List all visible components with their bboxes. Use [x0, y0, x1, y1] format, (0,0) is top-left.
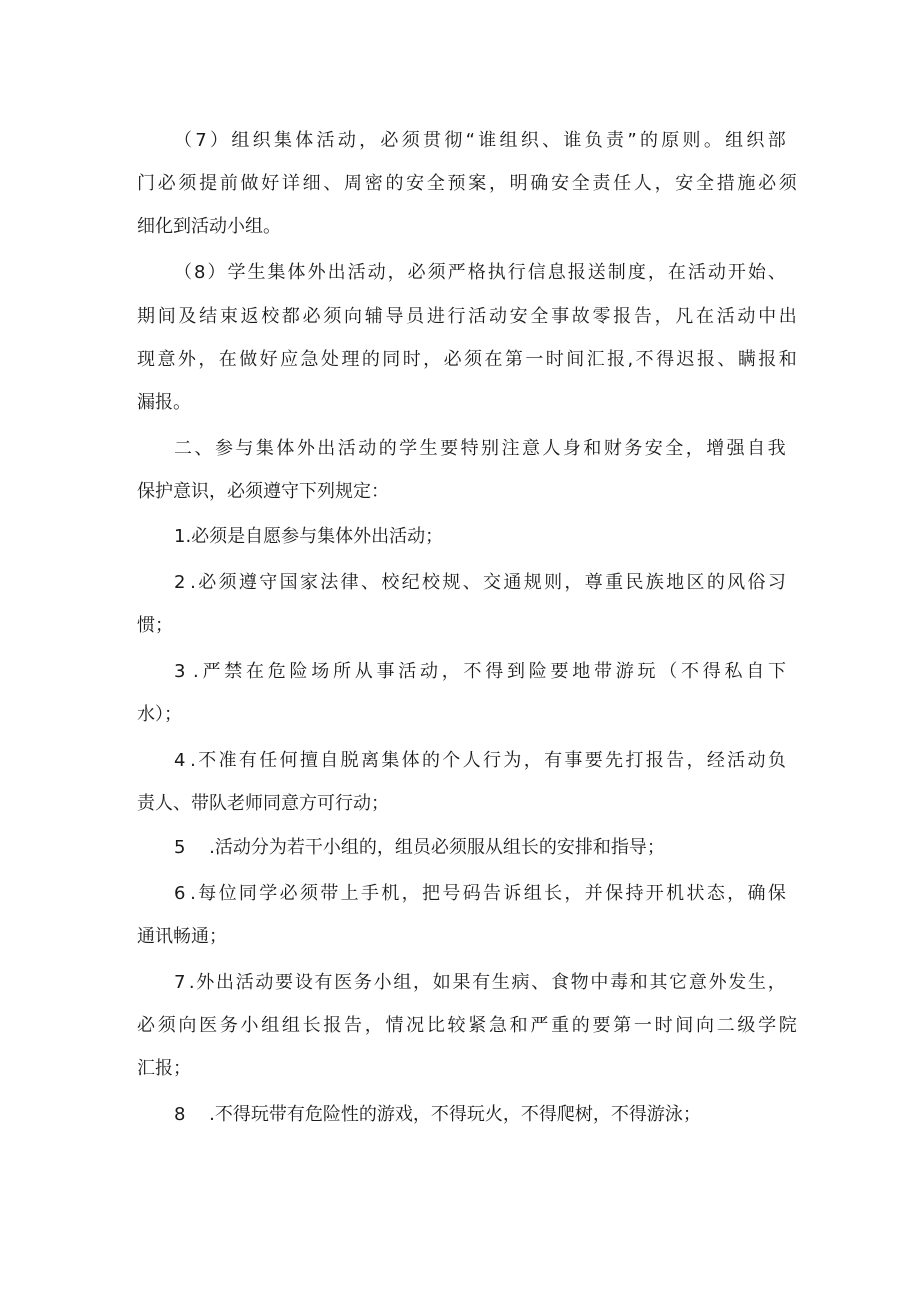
paragraph-7-line-3: 细化到活动小组。 [137, 216, 281, 237]
paragraph-8-line-1: （ 8 ） 学 生 集 体 外 出 活 动 ， 必 须 严 格 执 行 信 息 报 送 制 度 ， 在 活 动 开 始 、 [174, 262, 786, 283]
rule-item-2-line-1: 2 . 必 须 遵 守 国 家 法 律 、 校 纪 校 规 、 交 通 规 则 ， 尊 重 民 族 地 区 的 风 俗 习 [174, 572, 786, 593]
rule-item-6-line-1: 6 . 每 位 同 学 必 须 带 上 手 机 ， 把 号 码 告 诉 组 长 ， 并 保 持 开 机 状 态 ， 确 保 [174, 883, 786, 904]
rule-item-4-line-1: 4 . 不 准 有 任 何 擅 自 脱 离 集 体 的 个 人 行 为 ， 有 事 要 先 打 报 告 ， 经 活 动 负 [174, 750, 786, 771]
section-2-line-2: 保护意识，必须遵守下列规定： [137, 481, 389, 502]
rule-item-7-line-2: 必 须 向 医 务 小 组 组 长 报 告 ， 情 况 比 较 紧 急 和 严 重 的 要 第 一 时 间 向 二 级 学 院 [137, 1015, 797, 1036]
rule-item-4-line-2: 责人、带队老师同意方可行动； [137, 793, 389, 814]
paragraph-7-line-1: （ 7 ） 组 织 集 体 活 动 ， 必 须 贯 彻 “ 谁 组 织 、 谁 负 责 ” 的 原 则 。 组 织 部 [174, 130, 786, 151]
rule-item-7-line-3: 汇报； [137, 1058, 191, 1079]
rule-item-2-line-2: 惯； [137, 615, 173, 636]
paragraph-8-line-2: 期 间 及 结 束 返 校 都 必 须 向 辅 导 员 进 行 活 动 安 全 事 故 零 报 告 ， 凡 在 活 动 中 出 [137, 306, 797, 327]
paragraph-7-line-2: 门 必 须 提 前 做 好 详 细 、 周 密 的 安 全 预 案 ， 明 确 安 全 责 任 人 ， 安 全 措 施 必 须 [137, 173, 797, 194]
rule-item-5: 5 .活动分为若干小组的，组员必须服从组长的安排和指导； [174, 837, 665, 858]
rule-item-6-line-2: 通讯畅通； [137, 926, 227, 947]
rule-item-1: 1.必须是自愿参与集体外出活动； [174, 526, 444, 547]
rule-item-3-line-1: 3 . 严 禁 在 危 险 场 所 从 事 活 动 ， 不 得 到 险 要 地 带 游 玩 （ 不 得 私 自 下 [174, 661, 786, 682]
rule-item-3-line-2: 水）； [137, 704, 182, 725]
paragraph-8-line-3: 现 意 外 ， 在 做 好 应 急 处 理 的 同 时 ， 必 须 在 第 一 时 间 汇 报 , 不 得 迟 报 、 瞒 报 和 [137, 349, 797, 370]
rule-item-7-line-1: 7 . 外 出 活 动 要 设 有 医 务 小 组 ， 如 果 有 生 病 、 食 物 中 毒 和 其 它 意 外 发 生 ， [174, 972, 786, 993]
rule-item-8: 8 .不得玩带有危险性的游戏，不得玩火，不得爬树，不得游泳； [174, 1104, 701, 1125]
paragraph-8-line-4: 漏报。 [137, 392, 191, 413]
section-2-line-1: 二 、 参 与 集 体 外 出 活 动 的 学 生 要 特 别 注 意 人 身 和 财 务 安 全 ， 增 强 自 我 [174, 438, 786, 459]
